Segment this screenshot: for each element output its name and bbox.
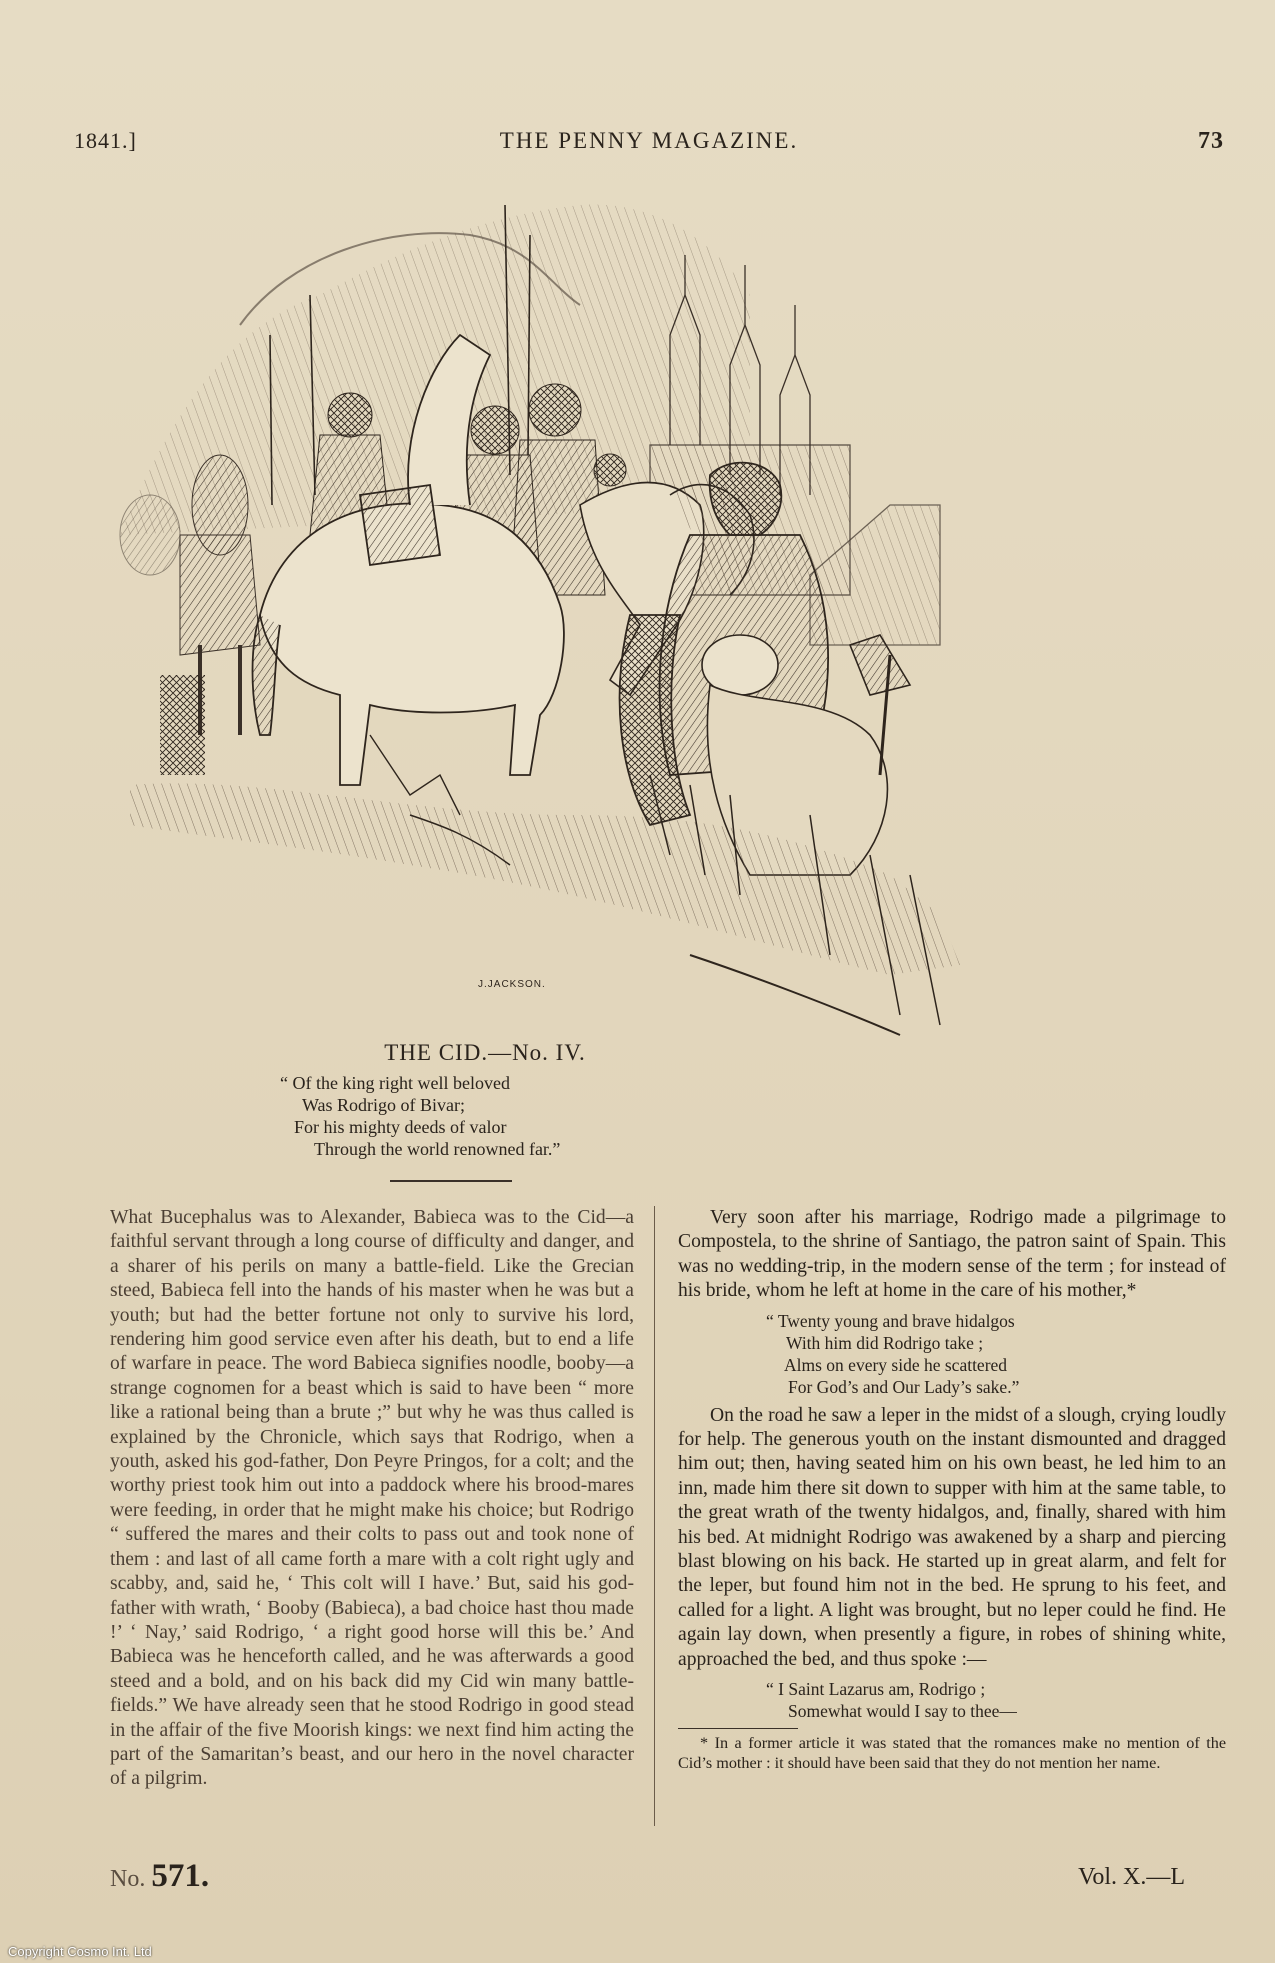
body-paragraph: What Bucephalus was to Alexander, Babieca was to the Cid—a faithful servant through a long course of difficulty and danger, and a sharer of his perils on many a battle-field. Like the Grecian steed, Babieca fell into the hands of his master when he was but a youth; but had the better fortune not only to survive his lord, rendering him good service even after his death, but to end a life of warfare in peace. The word Babieca signifies noodle, booby—a strange cognomen for a beast which is said to have been “ more like a rational being than a brute ;” but why he was thus called is explained by the Chronicle, which says that Rodrigo, when a youth, asked his god-father, Don Peyre Pringos, for a colt; and the worthy priest took him out into a paddock where his brood-mares were feeding, in order that he might make his choice; but Rodrigo “ suffered the mares and their colts to pass out and took none of them : and last of all came forth a mare with a colt right ugly and scabby, and, said he, ‘ This colt will I have.’ But, said his god-father with wrath, ‘ Booby (Babieca), a bad choice hast thou made !’ ‘ Nay,’ said Rodrigo, ‘ a right good horse will this be.’ And Babieca was he henceforth called, and he was afterwards a good steed and a bold, and on his back did my Cid win many battle-fields.” We have already seen that he stood Rodrigo in good stead in the affair of the five Moorish kings: we next find him acting the part of the Samaritan’s beast, and our hero in the novel character of a pilgrim. [110, 1207, 634, 1790]
footnote: * In a former article it was stated that the romances make no mention of the Cid’s mother : it should have been said that they do not mention her name. [678, 1734, 1226, 1773]
running-head [74, 128, 1224, 160]
epigraph-line: Was Rodrigo of Bivar; [302, 1095, 466, 1115]
verse-line: Alms on every side he scattered [784, 1354, 1008, 1375]
inline-verse [766, 1310, 1226, 1398]
column-divider [654, 1206, 655, 1826]
magazine-title: THE PENNY MAGAZINE. [499, 128, 799, 153]
epigraph-line: For his mighty deeds of valor [294, 1117, 507, 1137]
epigraph-line: Through the world renowned far.” [314, 1139, 561, 1159]
verse-line: Somewhat would I say to thee— [788, 1701, 1017, 1722]
volume-mark: Vol. X.—L [1078, 1864, 1185, 1890]
left-column [110, 1206, 634, 1792]
verse-line: “ Twenty young and brave hidalgos [766, 1310, 1015, 1331]
footnote-rule [678, 1728, 798, 1729]
body-paragraph: On the road he saw a leper in the midst of a slough, crying loudly for help. The generous youth on the instant dismounted and dragged him out; then, having seated him on his own beast, he led him to an inn, made him there sit down to supper with him at the same table, to the great wrath of the twenty hidalgos, and, finally, shared with him his bed. At midnight Rodrigo was awakened by a sharp and piercing blast blowing on his back. He started up in great alarm, and felt for the leper, but found him not in the bed. He sprung to his feet, and called for a light. A light was brought, but no leper could he find. He again lay down, when presently a figure, in robes of shining white, approached the bed, and thus spoke :— [678, 1404, 1226, 1670]
epigraph-verse [250, 1072, 690, 1160]
right-column [678, 1206, 1226, 1773]
section-rule [390, 1180, 512, 1182]
copyright-watermark: Copyright Cosmo Int. Ltd [8, 1944, 152, 1959]
verse-line: “ I Saint Lazarus am, Rodrigo ; [766, 1679, 986, 1700]
inline-verse [766, 1678, 1226, 1722]
verse-line: With him did Rodrigo take ; [786, 1332, 984, 1353]
signature-mark [110, 1858, 209, 1895]
epigraph-line: “ Of the king right well beloved [280, 1073, 510, 1093]
article-title: THE CID.—No. IV. [384, 1040, 586, 1065]
signature-prefix: No. [110, 1866, 146, 1892]
caption-block [250, 1040, 690, 1160]
header-year: 1841.] [74, 128, 137, 153]
body-paragraph: Very soon after his marriage, Rodrigo made a pilgrimage to Compostela, to the shrine of Santiago, the patron saint of Spain. This was no wedding-trip, in the modern sense of the term ; for instead of his bride, whom he left at home in the care of his mother,* [678, 1207, 1226, 1302]
verse-line: For God’s and Our Lady’s sake.” [788, 1376, 1020, 1397]
engraving-illustration [110, 175, 1180, 1045]
engraving-svg [110, 175, 1180, 1045]
page-number: 73 [1198, 128, 1224, 154]
engraver-signature: J.JACKSON. [478, 979, 546, 990]
signature-number: 571. [151, 1858, 210, 1894]
